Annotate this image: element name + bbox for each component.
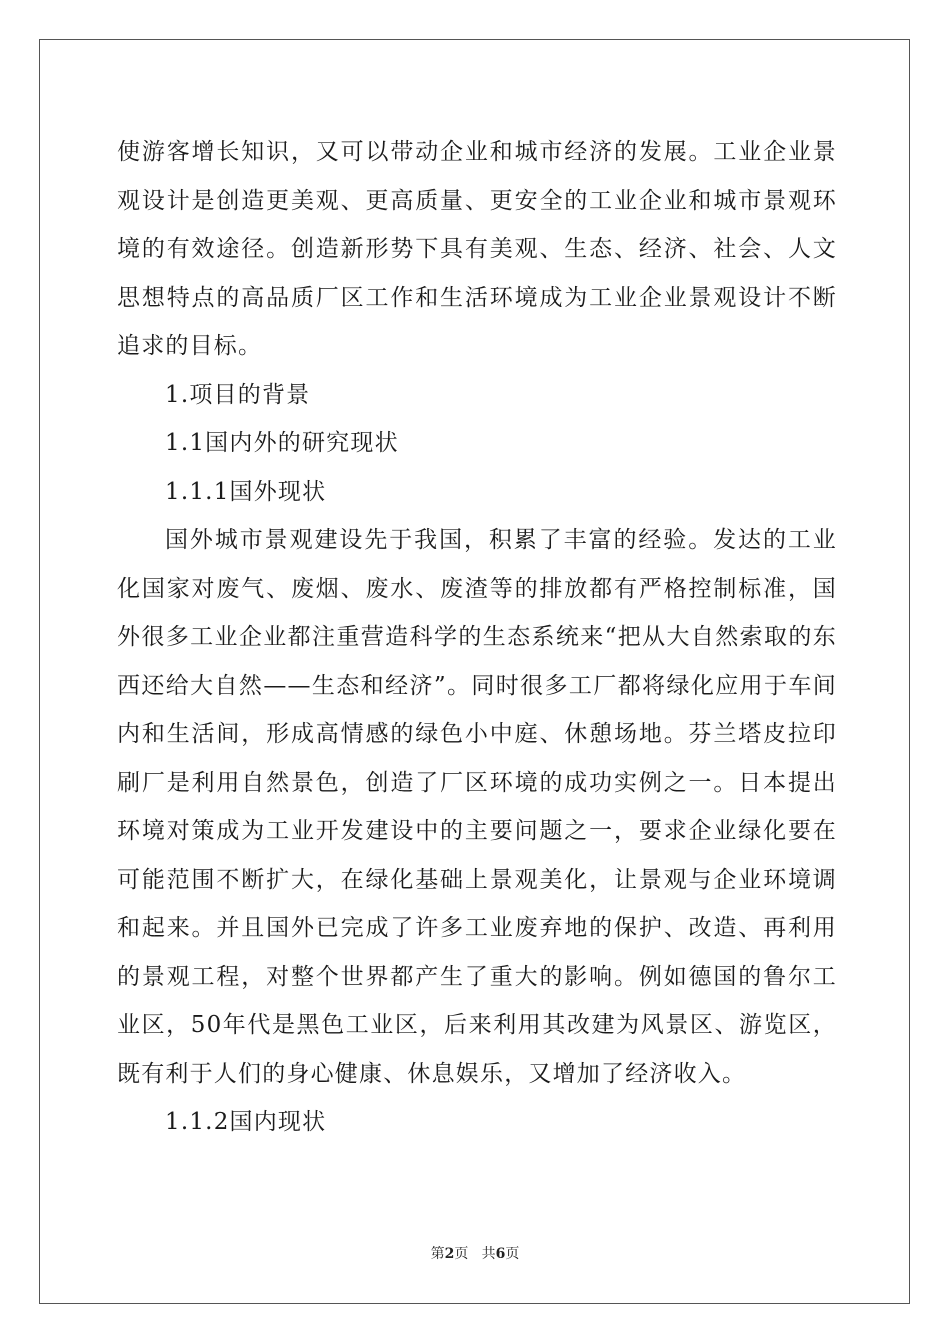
total-prefix: 共	[481, 1246, 496, 1262]
total-pages: 6	[495, 1246, 506, 1262]
paragraph-foreign-status: 国外城市景观建设先于我国，积累了丰富的经验。发达的工业化国家对废气、废烟、废水、废渣等的排放都有严格控制标准，国外很多工业企业都注重营造科学的生态系统来“把从大自然索取的东西还给大自然——生态和经济”。同时很多工厂都将绿化应用于车间内和生活间，形成高情感的绿色小中庭、休憩场地。芬兰塔皮拉印刷厂是利用自然景色，创造了厂区环境的成功实例之一。日本提出环境对策成为工业开发建设中的主要问题之一，要求企业绿化要在可能范围不断扩大，在绿化基础上景观美化，让景观与企业环境调和起来。并且国外已完成了许多工业废弃地的保护、改造、再利用的景观工程，对整个世界都产生了重大的影响。例如德国的鲁尔工业区，50年代是黑色工业区，后来利用其改建为风景区、游览区，既有利于人们的身心健康、休息娱乐，又增加了经济收入。	[117, 527, 837, 1087]
page-number: 2	[444, 1246, 455, 1262]
document-body	[117, 128, 837, 1147]
section-heading-research-status: 1.1国内外的研究现状	[165, 430, 399, 456]
paragraph-continuation: 使游客增长知识，又可以带动企业和城市经济的发展。工业企业景观设计是创造更美观、更高质量、更安全的工业企业和城市景观环境的有效途径。创造新形势下具有美观、生态、经济、社会、人文思想特点的高品质厂区工作和生活环境成为工业企业景观设计不断追求的目标。	[117, 139, 837, 359]
page-prefix: 第	[430, 1246, 445, 1262]
section-heading-background: 1.项目的背景	[165, 381, 311, 408]
section-heading-domestic-status: 1.1.2国内现状	[165, 1109, 327, 1135]
section-heading-foreign-status: 1.1.1国外现状	[165, 478, 327, 505]
page-suffix: 页	[454, 1246, 469, 1262]
page-footer	[0, 1244, 950, 1264]
total-suffix: 页	[505, 1246, 520, 1262]
